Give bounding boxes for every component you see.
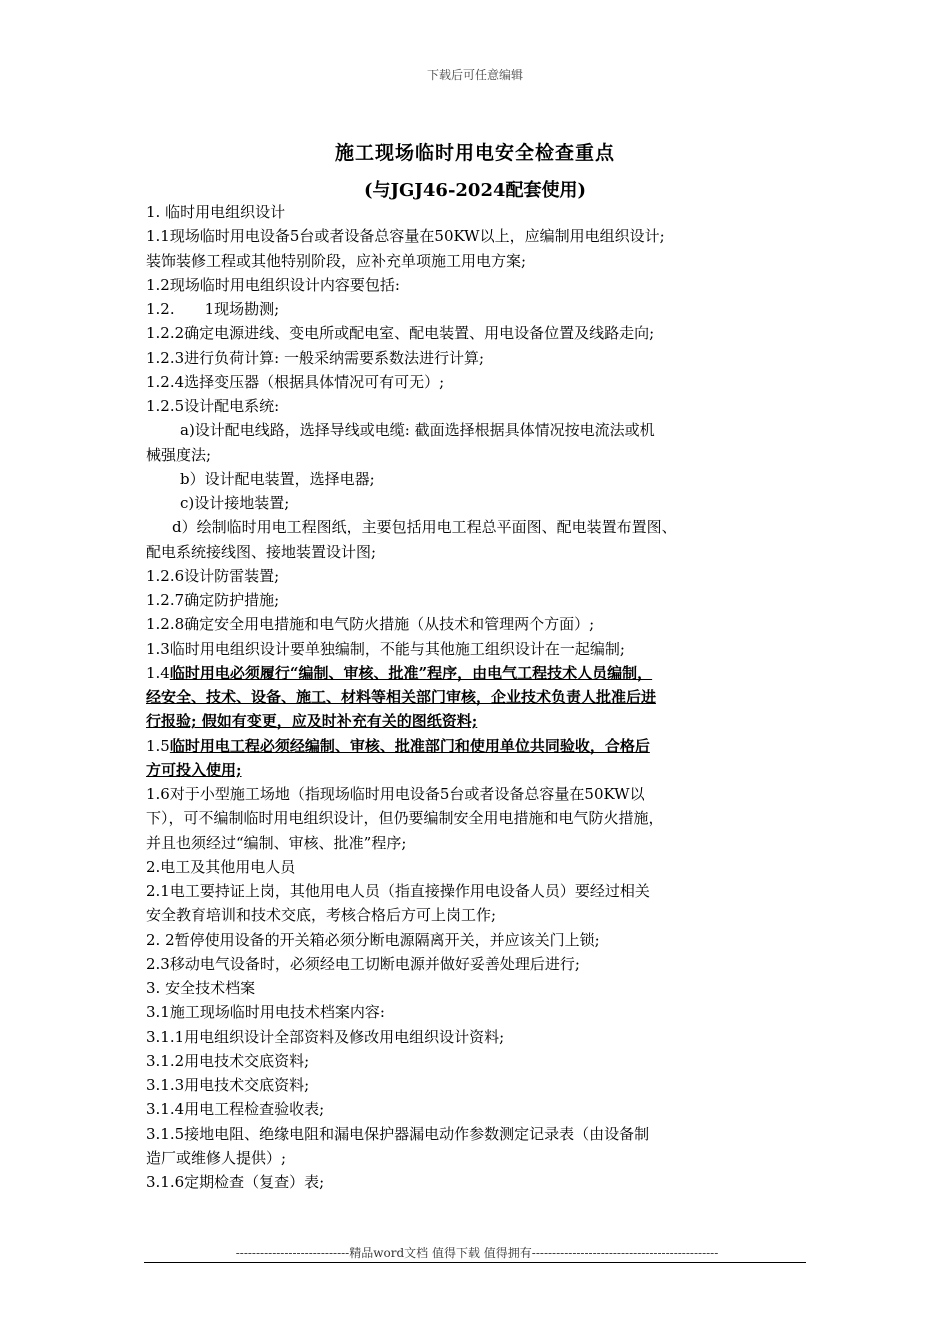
document-line: 1.6对于小型施工场地（指现场临时用电设备5台或者设备总容量在50KW以 [146, 785, 645, 803]
document-line: 3.1.6定期检查（复查）表; [146, 1173, 325, 1191]
footer-text: ----------------------------精品word文档 值得下载 值得拥有---------------------------------------------- [235, 1246, 719, 1260]
document-line: 3. 安全技术档案 [146, 979, 256, 997]
line-number: 1.4 [146, 663, 170, 682]
document-line: b）设计配电装置，选择电器; [180, 469, 375, 488]
document-line: 1.2现场临时用电组织设计内容要包括: [146, 275, 400, 294]
document-line: 1.1现场临时用电设备5台或者设备总容量在50KW以上，应编制用电组织设计; [146, 227, 665, 246]
document-line: 1.2.5设计配电系统: [146, 397, 280, 415]
document-line: 3.1施工现场临时用电技术档案内容: [146, 1003, 385, 1022]
emphasized-text: 行报验; 假如有变更，应及时补充有关的图纸资料; [146, 712, 478, 731]
document-line: 3.1.1用电组织设计全部资料及修改用电组织设计资料; [146, 1027, 505, 1046]
document-line [146, 661, 810, 685]
document-line: 1.2.6设计防雷装置; [146, 566, 280, 585]
emphasized-text: 经安全、技术、设备、施工、材料等相关部门审核，企业技术负责人批准后进 [146, 688, 657, 706]
line-number: 1.5 [146, 736, 170, 755]
header-note: 下载后可任意编辑 [426, 68, 523, 82]
document-line: c)设计接地装置; [180, 494, 290, 512]
document-line: 2. 2暂停使用设备的开关箱必须分断电源隔离开关，并应该关门上锁; [146, 930, 600, 949]
document-line: 装饰装修工程或其他特别阶段，应补充单项施工用电方案; [146, 251, 527, 270]
document-line: 3.1.3用电技术交底资料; [146, 1076, 310, 1094]
document-line [146, 734, 810, 758]
document-line: 配电系统接线图、接地装置设计图; [146, 542, 377, 561]
document-line: a)设计配电线路，选择导线或电缆: 截面选择根据具体情况按电流法或机 [180, 421, 655, 440]
document-line: 2.电工及其他用电人员 [146, 857, 296, 876]
document-line [146, 758, 810, 782]
document-line [146, 709, 810, 733]
document-line: 2.3移动电气设备时，必须经电工切断电源并做好妥善处理后进行; [146, 954, 580, 973]
document-line: 1.2. 1现场勘测; [146, 300, 280, 318]
page-title: 施工现场临时用电安全检查重点 [334, 142, 615, 164]
document-line: 1. 临时用电组织设计 [146, 203, 286, 221]
document-line: d）绘制临时用电工程图纸，主要包括用电工程总平面图、配电装置布置图、 [172, 518, 677, 537]
document-line: 并且也须经过“编制、审核、批准”程序; [146, 833, 407, 852]
document-line: 安全教育培训和技术交底，考核合格后方可上岗工作; [146, 906, 497, 925]
document-line: 1.2.3进行负荷计算: 一般采纳需要系数法进行计算; [146, 348, 485, 367]
document-line [146, 685, 810, 709]
footer-rule [144, 1262, 806, 1263]
document-line: 1.2.2确定电源进线、变电所或配电室、配电装置、用电设备位置及线路走向; [146, 324, 655, 343]
page-subtitle: (与JGJ46-2024配套使用) [363, 180, 587, 201]
document-line: 2.1电工要持证上岗，其他用电人员（指直接操作用电设备人员）要经过相关 [146, 882, 650, 900]
document-line: 1.2.7确定防护措施; [146, 591, 280, 609]
document-line: 1.2.4选择变压器（根据具体情况可有可无）; [146, 372, 445, 391]
document-line: 造厂或维修人提供）; [146, 1148, 287, 1167]
document-line: 下），可不编制临时用电组织设计，但仍要编制安全用电措施和电气防火措施， [146, 809, 664, 828]
document-line: 3.1.2用电技术交底资料; [146, 1051, 310, 1070]
document-line: 械强度法; [146, 445, 212, 464]
document-line: 3.1.5接地电阻、绝缘电阻和漏电保护器漏电动作参数测定记录表（由设备制 [146, 1124, 650, 1143]
emphasized-text: 方可投入使用; [146, 760, 242, 779]
emphasized-text: 临时用电工程必须经编制、审核、批准部门和使用单位共同验收，合格后 [169, 736, 650, 755]
document-line: 1.3临时用电组织设计要单独编制，不能与其他施工组织设计在一起编制; [146, 639, 625, 658]
document-line: 1.2.8确定安全用电措施和电气防火措施（从技术和管理两个方面）; [146, 615, 595, 634]
document-line: 3.1.4用电工程检查验收表; [146, 1100, 325, 1119]
document-body [146, 200, 810, 1194]
emphasized-text: 临时用电必须履行“编制、审核、批准”程序，由电气工程技术人员编制， [169, 663, 653, 682]
